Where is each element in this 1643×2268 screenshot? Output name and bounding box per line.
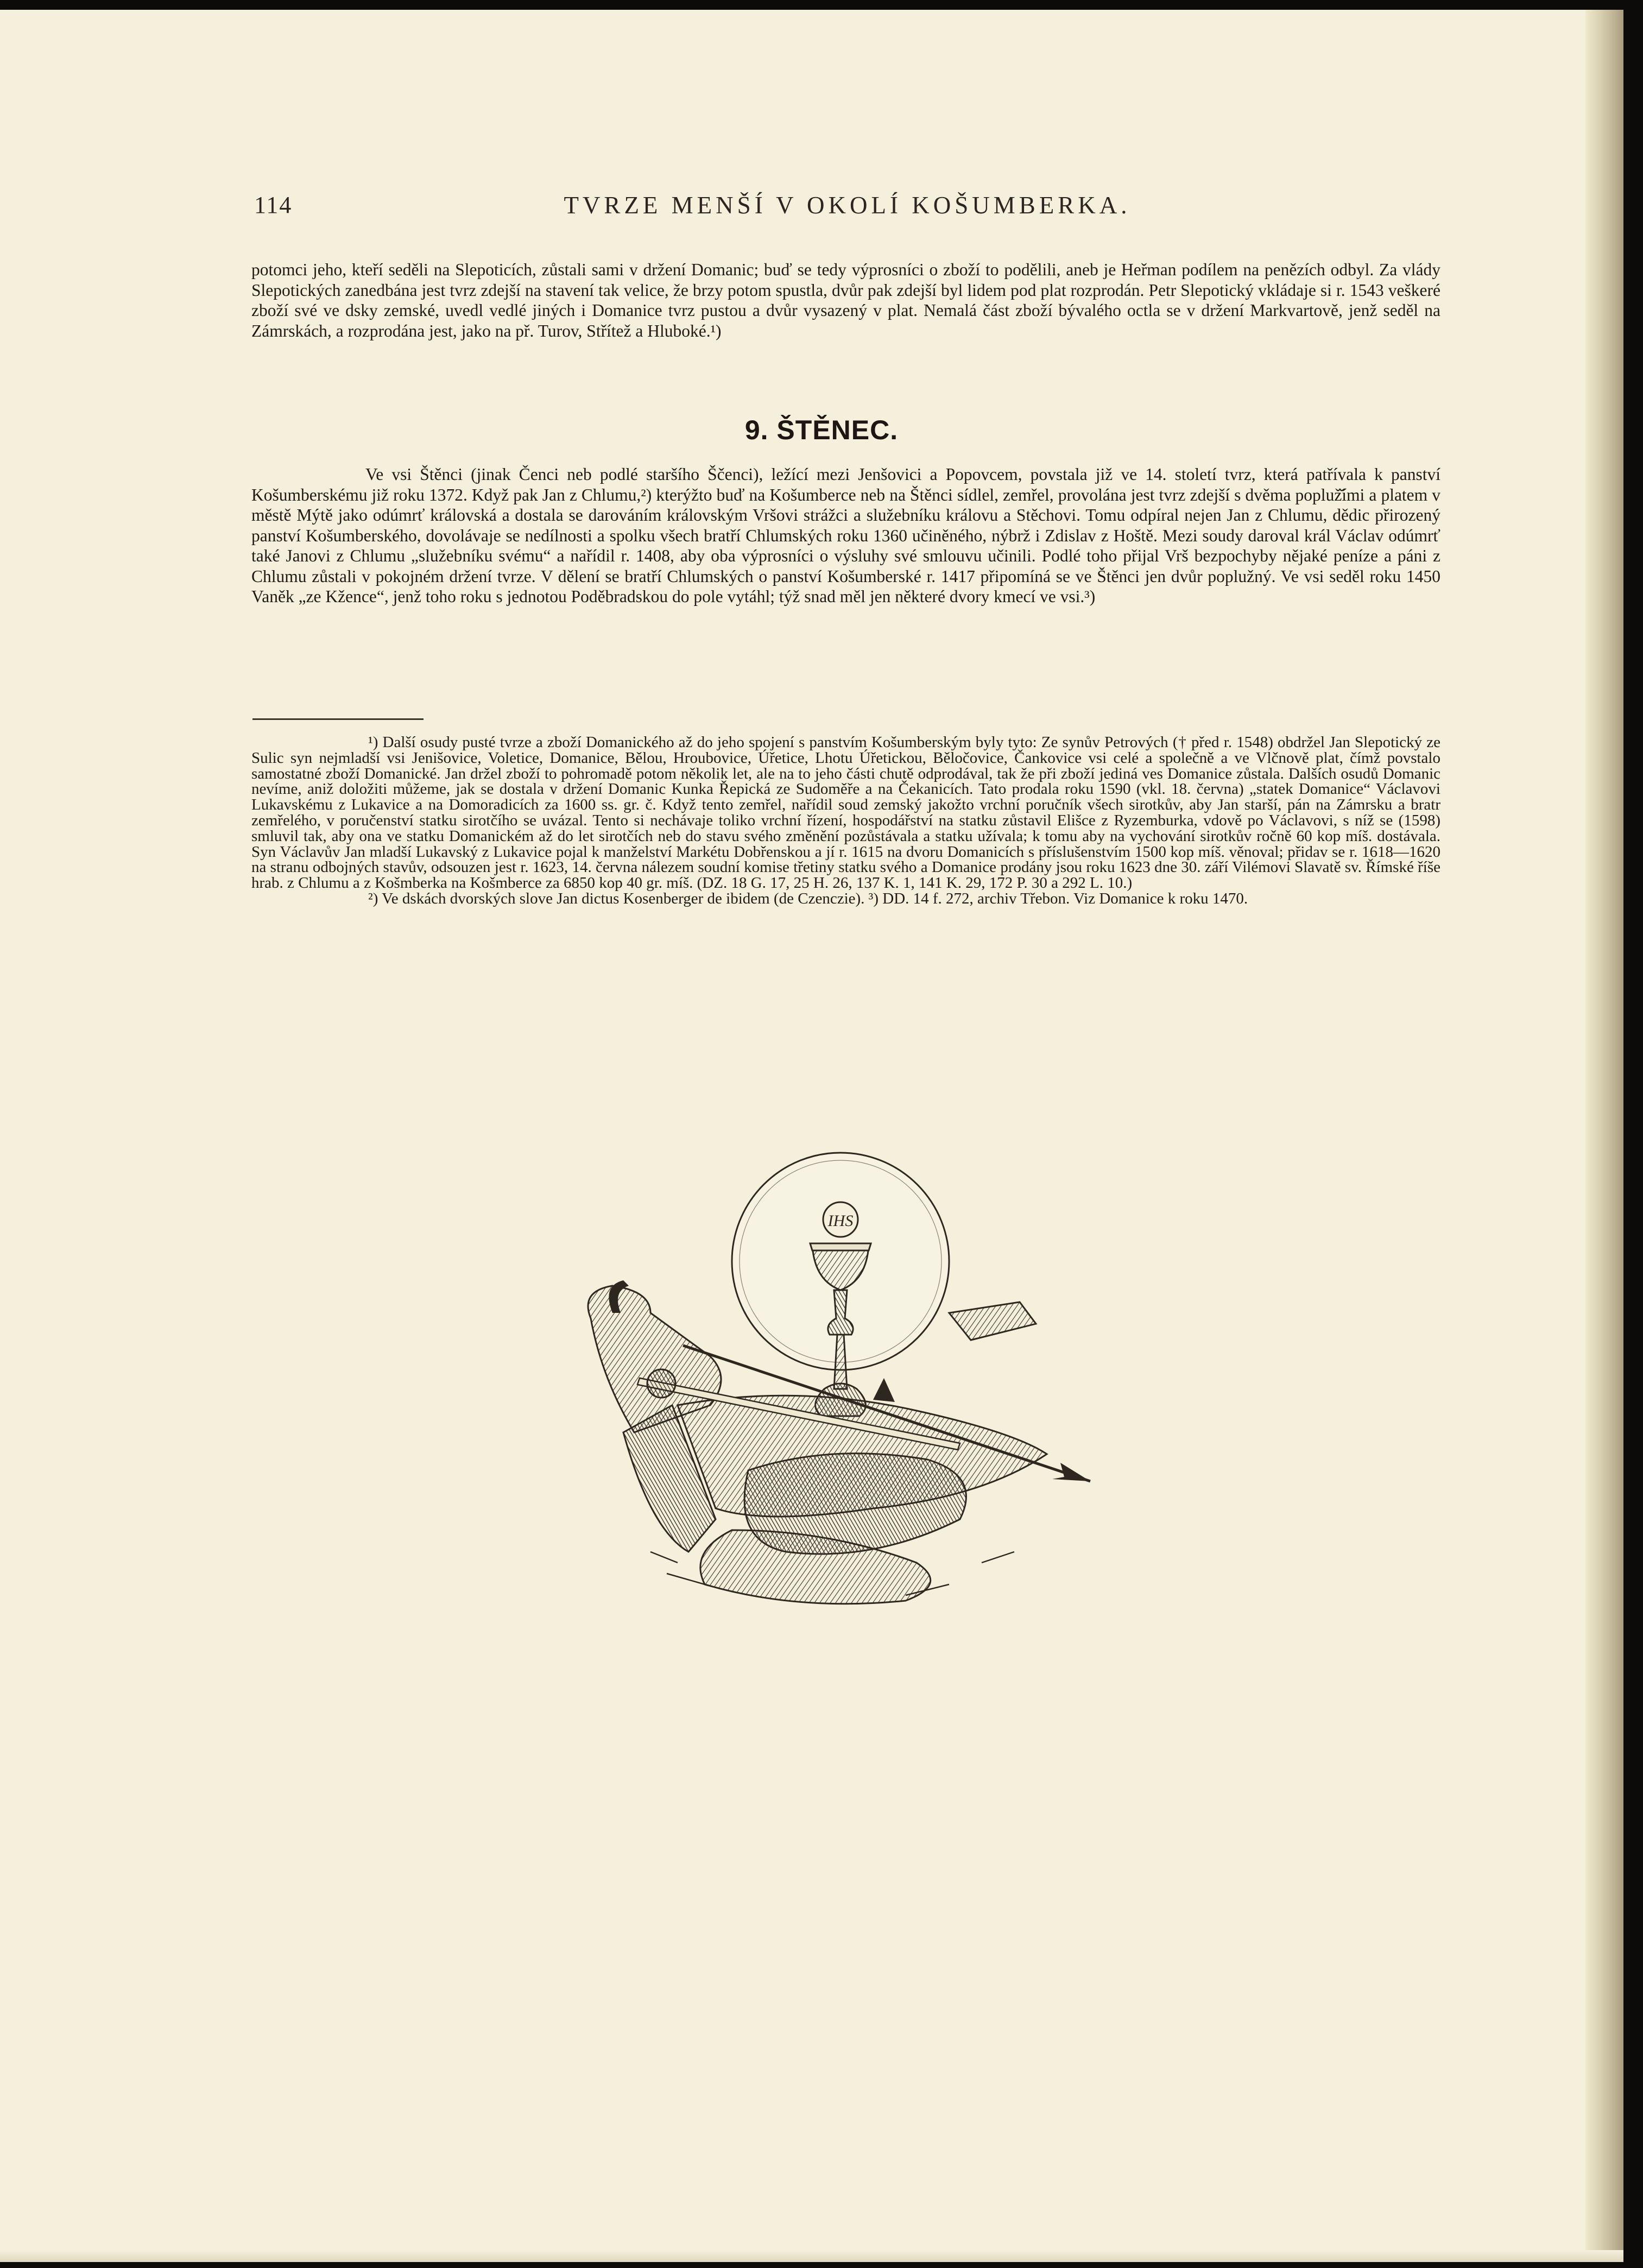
page-header [254, 191, 1440, 224]
page-bottom-edge [0, 2250, 1623, 2262]
chalice-engraving-icon [569, 1150, 1117, 1617]
book-spine-shadow [1585, 10, 1623, 2262]
footnote-2: ²) Ve dskách dvorských slove Jan dictus Kosenberger de ibidem (de Czenczie). ³) DD. 14 f. 272, archiv Třebon. Viz Domanice k roku 1470. [368, 889, 1248, 907]
page-number: 114 [254, 192, 293, 218]
book-page [0, 10, 1623, 2262]
running-head: TVRZE MENŠÍ V OKOLÍ KOŠUMBERKA. [564, 192, 1131, 219]
footnote-divider [252, 718, 424, 720]
host-monogram: IHS [827, 1212, 854, 1230]
section-title: 9. ŠTĚNEC. [744, 415, 899, 445]
paragraph-stenec: Ve vsi Štěnci (jinak Čenci neb podlé staršího Ščenci), ležící mezi Jenšovici a Popovcem, povstala již ve 14. století tvrz, která patřívala k panství Košumberskému již roku 1372. Když pak Jan z Chlumu,²) kterýžto buď na Košumberce neb na Štěnci sídlel, zemřel, provolána jest tvrz zdejší s dvěma popluž̌ími a platem v městě Mýtě jako odúmrť královská a dostala se darováním královským Vršovi strážci a služebníku královu a Stěchovi. Tomu odpíral nejen Jan z Chlumu, dědic přirozený panství Košumberského, dovolávaje se nedílnosti a spolku všech bratří Chlumských roku 1360 učiněného, nýbrž i Zdislav z Hoště. Mezi soudy daroval král Václav odúmrť také Janovi z Chlumu „služebníku svému“ a nařídil r. 1408, aby oba výprosníci o výsluhy své smlouvu učinili. Podlé toho přijal Vrš bezpochyby nějaké peníze a páni z Chlumu zůstali v pokojném držení tvrze. V dělení se bratří Chlumských o panství Košumberské r. 1417 připomíná se ve Štěnci jen dvůr poplužný. Ve vsi seděl roku 1450 Vaněk „ze Kžence“, jenž toho roku s jednotou Poděbradskou do pole vytáhl; týž snad měl jen některé dvory kmecí ve vsi.³) [251, 465, 1440, 606]
footnote-1: ¹) Další osudy pusté tvrze a zboží Domanického až do jeho spojení s panstvím Košumberským byly tyto: Ze synův Petrových († před r. 1548) obdržel Jan Slepotický ze Sulic syn nejmladší vsi Jenišovice, Voletice, Domanice, Bělou, Hroubovice, Úřetice, Lhotu Úřetickou, Běločovice, Čankovice vsi celé a společně a ve Vlčnově plat, čímž povstalo samostatné zboží Domanické. Jan držel zboží to pohromadě potom několik let, ale na to jeho části chutě odprodával, tak že při zboží jediná ves Domanice zůstala. Dalších osudů Domanic nevíme, aniž doložiti můžeme, jak se dostala v držení Domanic Kunka Řepická ze Sudoměře a na Čekanicích. Tato prodala roku 1590 (vkl. 18. června) „statek Domanice“ Václavovi Lukavskému z Lukavice a na Domoradicích za 1600 ss. gr. č. Když tento zemřel, nařídil soud zemský jakožto vrchní poručník všech sirotkův, aby Jan starší, pán na Zámrsku a bratr zemřelého, v poručenství statku sirotčího se uvázal. Tento si nechávaje toliko vrchní řízení, hospodářství na statku zůstavil Elišce z Ryzemburka, vdově po Václavovi, s níž se (1598) smluvil tak, aby ona ve statku Domanickém až do let sirotčích neb do stavu svého změnění pozůstávala a statku užívala; k tomu aby na vychování sirotkův ročně 60 kop míš. dostávala. Syn Václavův Jan mladší Lukavský z Lukavice pojal k manželství Markétu Dobřenskou a jí r. 1615 na dvoru Domanicích s příslušenstvím 1500 kop míš. věnoval; přidav se r. 1618—1620 na stranu odbojných stavův, odsouzen jest r. 1623, 14. června nálezem soudní komise třetiny statku svého a Domanice prodány jsou roku 1623 dne 30. září Vilémovi Slavatě sv. Římské říše hrab. z Chlumu a z Košmberka na Košmberce za 6850 kop 40 gr. míš. (DZ. 18 G. 17, 25 H. 26, 137 K. 1, 141 K. 29, 172 P. 30 a 292 L. 10.) [251, 734, 1440, 892]
paragraph-continued: potomci jeho, kteří seděli na Slepoticích, zůstali sami v držení Domanic; buď se tedy výprosníci o zboží to podělili, aneb je Heřman podílem na penězích odbyl. Za vlády Slepotických zanedbána jest tvrz zdejší na stavení tak velice, že brzy potom spustla, dvůr pak zdejší byl lidem pod plat rozprodán. Petr Slepotický vkládaje si r. 1543 veškeré zboží své ve dsky zemské, uvedl vedlé jiných i Domanice tvrz pustou a dvůr vysazený v plat. Nemalá část zboží bývalého octla se v držení Markvartově, jenž seděl na Zámrskách, a rozprodána jest, jako na př. Turov, Střítež a Hluboké.¹) [251, 260, 1440, 340]
footnotes [251, 735, 1440, 907]
